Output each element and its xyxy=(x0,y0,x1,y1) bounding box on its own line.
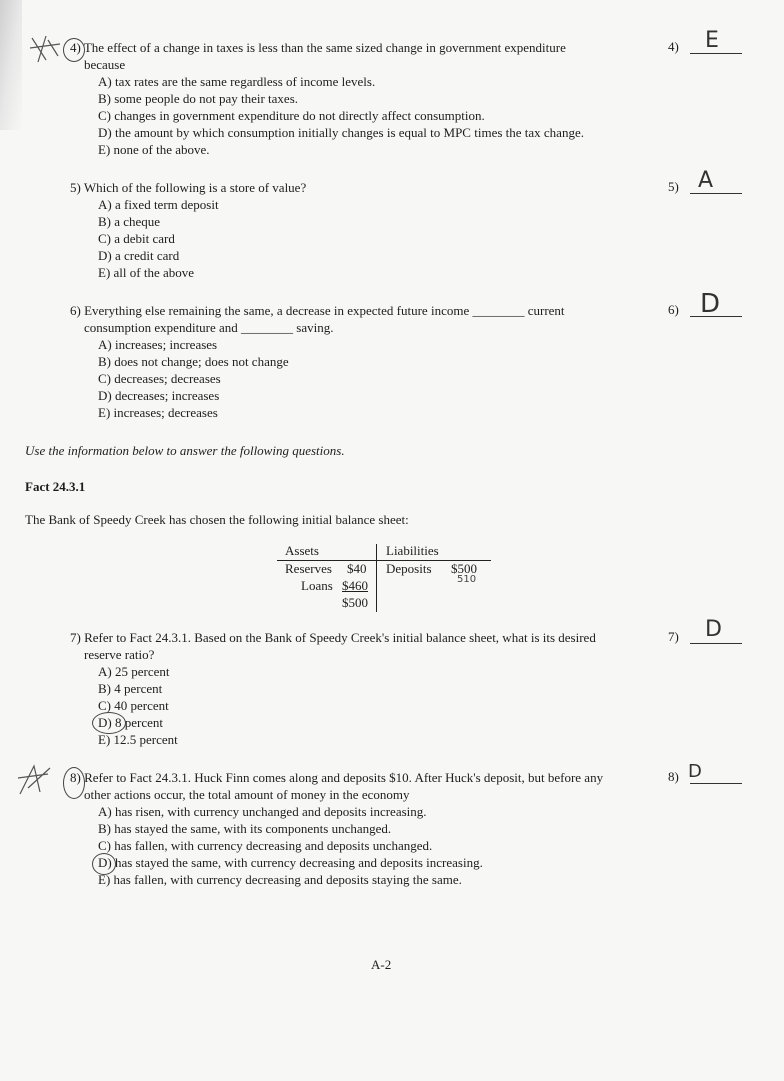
handwritten-answer-5: A xyxy=(698,168,714,193)
question-7-stem-cont: reserve ratio? xyxy=(84,647,155,662)
question-8-stem-cont: other actions occur, the total amount of money in the economy xyxy=(84,787,410,802)
question-8-options xyxy=(98,803,630,888)
question-7-stem: 7) Refer to Fact 24.3.1. Based on the Bank of Speedy Creek's initial balance sheet, what is its desired xyxy=(70,630,596,645)
question-6 xyxy=(70,302,630,421)
fact-title: Fact 24.3.1 xyxy=(25,479,86,494)
option-8b: B) has stayed the same, with its components unchanged. xyxy=(98,821,392,836)
question-6-stem: 6) Everything else remaining the same, a decrease in expected future income ________ current xyxy=(70,303,565,318)
option-5d: D) a credit card xyxy=(98,248,180,263)
question-8 xyxy=(70,769,630,888)
option-8d: D) has stayed the same, with currency decreasing and deposits increasing. xyxy=(98,855,483,870)
deposits-label: Deposits xyxy=(386,561,432,576)
option-6c: C) decreases; decreases xyxy=(98,371,221,386)
loans-label: Loans xyxy=(301,578,333,593)
question-5 xyxy=(70,179,630,281)
loans-value: $460 xyxy=(342,578,368,593)
circle-mark-7d xyxy=(92,712,126,734)
instruction-text: Use the information below to answer the following questions. xyxy=(25,443,345,458)
option-8a: A) has risen, with currency unchanged and deposits increasing. xyxy=(98,804,427,819)
handwritten-deposits-note: 510 xyxy=(457,574,477,585)
question-4 xyxy=(70,39,630,158)
assets-total: $500 xyxy=(342,595,368,610)
option-4c: C) changes in government expenditure do not directly affect consumption. xyxy=(98,108,485,123)
option-5a: A) a fixed term deposit xyxy=(98,197,219,212)
option-6e: E) increases; decreases xyxy=(98,405,218,420)
option-8c: C) has fallen, with currency decreasing and deposits unchanged. xyxy=(98,838,433,853)
answer-blank-8: 8) xyxy=(668,769,748,785)
handwritten-answer-6: D xyxy=(700,289,721,319)
circle-mark-8d xyxy=(92,853,116,875)
option-4d: D) the amount by which consumption initially changes is equal to MPC times the tax change. xyxy=(98,125,584,140)
option-7d: D) 8 percent xyxy=(98,715,163,730)
circle-mark-8 xyxy=(63,767,85,799)
page-number: A-2 xyxy=(371,957,392,972)
handwritten-answer-8: D xyxy=(688,761,702,782)
question-7-options xyxy=(98,663,630,748)
option-6a: A) increases; increases xyxy=(98,337,218,352)
question-5-options xyxy=(98,196,630,281)
question-7 xyxy=(70,629,630,748)
fact-intro: The Bank of Speedy Creek has chosen the following initial balance sheet: xyxy=(25,512,409,527)
deposits-value: $500 xyxy=(451,561,477,576)
option-7c: C) 40 percent xyxy=(98,698,169,713)
option-5b: B) a cheque xyxy=(98,214,161,229)
option-7a: A) 25 percent xyxy=(98,664,170,679)
reserves-label: Reserves xyxy=(285,561,332,576)
handwritten-answer-4: E xyxy=(705,28,719,53)
question-6-stem-cont: consumption expenditure and ________ saving. xyxy=(84,320,334,335)
option-6b: B) does not change; does not change xyxy=(98,354,289,369)
option-5c: C) a debit card xyxy=(98,231,175,246)
question-6-options xyxy=(98,336,630,421)
option-4b: B) some people do not pay their taxes. xyxy=(98,91,299,106)
option-8e: E) has fallen, with currency decreasing and deposits staying the same. xyxy=(98,872,462,887)
reserves-value: $40 xyxy=(347,561,367,576)
option-4e: E) none of the above. xyxy=(98,142,210,157)
answer-blank-5: 5) xyxy=(668,179,748,195)
star-scribble-icon xyxy=(14,762,54,800)
question-4-stem: 4) The effect of a change in taxes is less than the same sized change in government expenditure xyxy=(70,40,566,55)
answer-blank-4: 4) xyxy=(668,39,748,55)
question-8-stem: 8) Refer to Fact 24.3.1. Huck Finn comes along and deposits $10. After Huck's deposit, but before any xyxy=(70,770,604,785)
option-4a: A) tax rates are the same regardless of income levels. xyxy=(98,74,376,89)
question-4-options xyxy=(98,73,630,158)
option-7b: B) 4 percent xyxy=(98,681,163,696)
option-5e: E) all of the above xyxy=(98,265,195,280)
scan-shadow xyxy=(0,0,22,130)
question-4-stem-cont: because xyxy=(84,57,126,72)
liabilities-header: Liabilities xyxy=(386,543,439,558)
balance-sheet xyxy=(277,543,492,615)
handwritten-answer-7: D xyxy=(705,617,722,642)
question-5-stem: 5) Which of the following is a store of value? xyxy=(70,180,307,195)
answer-blank-6: 6) xyxy=(668,302,748,318)
option-6d: D) decreases; increases xyxy=(98,388,220,403)
circle-mark-4 xyxy=(63,38,85,62)
answer-blank-7: 7) xyxy=(668,629,748,645)
option-7e: E) 12.5 percent xyxy=(98,732,178,747)
assets-header: Assets xyxy=(285,543,319,558)
star-scribble-icon xyxy=(28,32,64,66)
